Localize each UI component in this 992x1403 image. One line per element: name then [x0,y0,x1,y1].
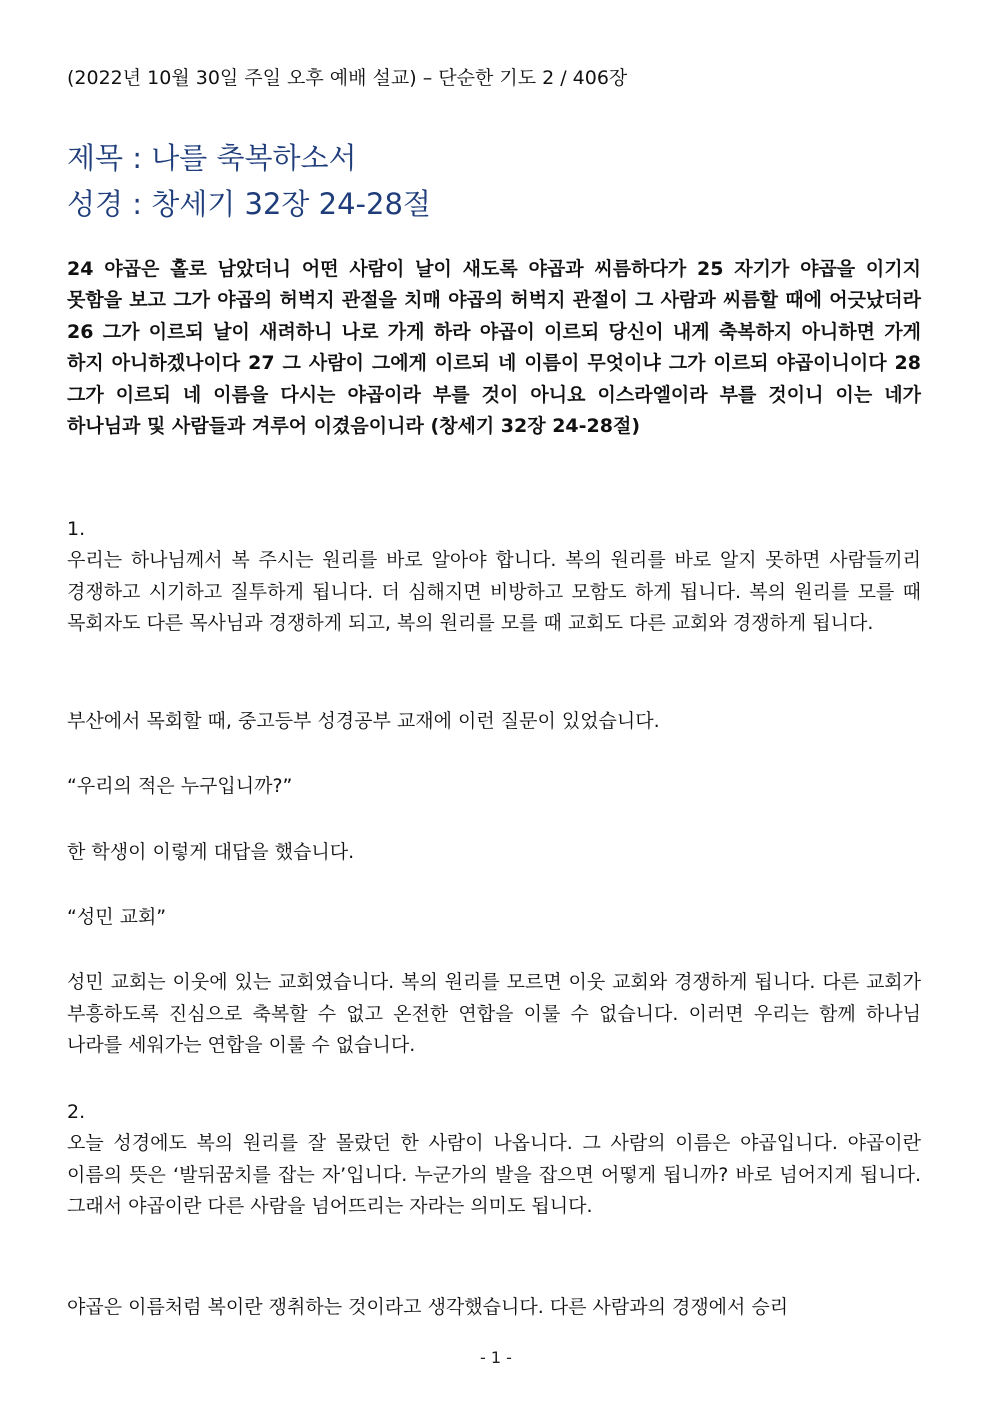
sermon-header: (2022년 10월 30일 주일 오후 예배 설교) – 단순한 기도 2 / 406장 [67,67,628,89]
document-page [67,0,921,1403]
section-1-question: “우리의 적은 누구입니까?” [67,775,293,797]
section-1-paragraph-4: 한 학생이 이렇게 대답을 했습니다. [67,841,355,863]
section-1-answer: “성민 교회” [67,906,167,928]
section-1-number: 1. [67,518,86,540]
section-2-paragraph-1: 오늘 성경에도 복의 원리를 잘 몰랐던 한 사람이 나옵니다. 그 사람의 이름은 야곱입니다. 야곱이란 이름의 뜻은 ‘발뒤꿈치를 잡는 자’입니다. 누군가의 발을 잡으면 어떻게 됩니까? 바로 넘어지게 됩니다. 그래서 야곱이란 다른 사람을 넘어뜨리는 자라는 의미도 됩니다. [67,1132,921,1217]
section-2-paragraph-2: 야곱은 이름처럼 복이란 쟁취하는 것이라고 생각했습니다. 다른 사람과의 경쟁에서 승리 [67,1296,789,1318]
scripture-reference: 성경 : 창세기 32장 24-28절 [67,187,431,221]
section-2-number: 2. [67,1101,86,1123]
section-1-paragraph-1: 우리는 하나님께서 복 주시는 원리를 바로 알아야 합니다. 복의 원리를 바로 알지 못하면 사람들끼리 경쟁하고 시기하고 질투하게 됩니다. 더 심해지면 비방하고 모함도 하게 됩니다. 복의 원리를 모를 때 목회자도 다른 목사님과 경쟁하게 되고, 복의 원리를 모를 때 교회도 다른 교회와 경쟁하게 됩니다. [67,549,921,634]
section-1-paragraph-2: 부산에서 목회할 때, 중고등부 성경공부 교재에 이런 질문이 있었습니다. [67,710,660,732]
section-1-paragraph-6: 성민 교회는 이웃에 있는 교회였습니다. 복의 원리를 모르면 이웃 교회와 경쟁하게 됩니다. 다른 교회가 부흥하도록 진심으로 축복할 수 없고 온전한 연합을 이룰 수 없습니다. 이러면 우리는 함께 하나님 나라를 세워가는 연합을 이룰 수 없습니다. [67,971,921,1056]
sermon-title: 제목 : 나를 축복하소서 [67,141,357,175]
page-number: - 1 - [480,1348,512,1367]
scripture-text: 24 야곱은 홀로 남았더니 어떤 사람이 날이 새도록 야곱과 씨름하다가 25 자기가 야곱을 이기지 못함을 보고 그가 야곱의 허벅지 관절을 치매 야곱의 허벅지 관절이 그 사람과 씨름할 때에 어긋났더라 26 그가 이르되 날이 새려하니 나로 가게 하라 야곱이 이르되 당신이 내게 축복하지 아니하면 가게 하지 아니하겠나이다 27 그 사람이 그에게 이르되 네 이름이 무엇이냐 그가 이르되 야곱이니이다 28 그가 이르되 네 이름을 다시는 야곱이라 부를 것이 아니요 이스라엘이라 부를 것이니 이는 네가 하나님과 및 사람들과 겨루어 이겼음이니라 (창세기 32장 24-28절) [67,258,921,438]
